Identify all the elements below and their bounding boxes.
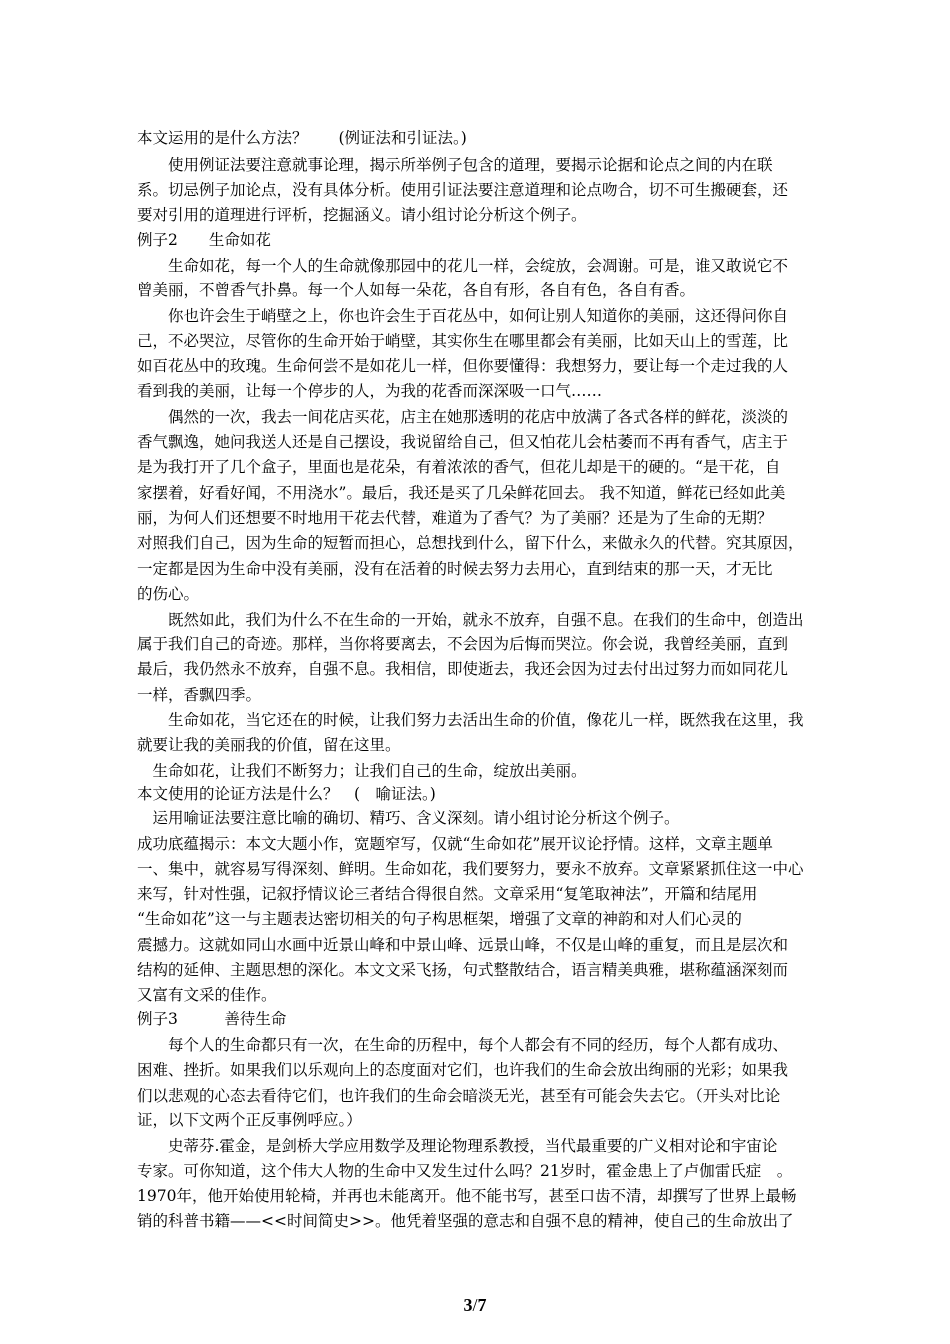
text-line: 看到我的美丽，让每一个停步的人，为我的花香而深深吸一口气…… [137, 382, 603, 400]
current-page-number: 3 [463, 1295, 473, 1315]
text-line: 丽，为何人们还想要不时地用干花去代替，难道为了香气？为了美丽？还是为了生命的无期？ [137, 509, 773, 527]
text-line: 运用喻证法要注意比喻的确切、精巧、含义深刻。请小组讨论分析这个例子。 [137, 809, 680, 827]
text-line: 一定都是因为生命中没有美丽，没有在活着的时候去努力去用心，直到结束的那一天，才无比 [137, 560, 773, 578]
text-line: 偶然的一次，我去一间花店买花，店主在她那透明的花店中放满了各式各样的鲜花，淡淡的 [137, 408, 789, 426]
text-line: 对照我们自己，因为生命的短暂而担心，总想找到什么，留下什么，来做永久的代替。究其原因， [137, 534, 804, 552]
page-separator: / [472, 1295, 478, 1315]
text-line: 属于我们自己的奇迹。那样，当你将要离去，不会因为后悔而哭泣。你会说，我曾经美丽，直到 [137, 635, 789, 653]
text-line: 最后，我仍然永不放弃，自强不息。我相信，即使逝去，我还会因为过去付出过努力而如同花儿 [137, 660, 789, 678]
text-line: 生命如花，让我们不断努力；让我们自己的生命，绽放出美丽。 [137, 762, 587, 780]
text-line: 你也许会生于峭壁之上，你也许会生于百花丛中，如何让别人知道你的美丽，这还得问你自 [137, 307, 789, 325]
text-line: 本文使用的论证方法是什么？ ( 喻证法。) [137, 785, 436, 803]
text-line: 销的科普书籍——<<时间简史>>。他凭着坚强的意志和自强不息的精神，使自己的生命放出了 [137, 1212, 794, 1230]
text-line: 结构的延伸、主题思想的深化。本文文采飞扬，句式整散结合，语言精美典雅，堪称蕴涵深刻而 [137, 961, 789, 979]
text-line: 困难、挫折。如果我们以乐观向上的态度面对它们，也许我们的生命会放出绚丽的光彩；如果我 [137, 1061, 789, 1079]
text-line: 系。切忌例子加论点，没有具体分析。使用引证法要注意道理和论点吻合，切不可生搬硬套，还 [137, 181, 789, 199]
text-line: 使用例证法要注意就事论理，揭示所举例子包含的道理，要揭示论据和论点之间的内在联 [137, 156, 773, 174]
text-line: 如百花丛中的玫瑰。生命何尝不是如花儿一样，但你要懂得：我想努力，要让每一个走过我的人 [137, 357, 789, 375]
text-line: 又富有文采的佳作。 [137, 986, 277, 1004]
total-pages: 7 [477, 1295, 487, 1315]
text-line: 既然如此，我们为什么不在生命的一开始，就永不放弃，自强不息。在我们的生命中，创造出 [137, 611, 804, 629]
text-line: 一样，香飘四季。 [137, 686, 262, 704]
text-line: 己，不必哭泣，尽管你的生命开始于峭壁，其实你生在哪里都会有美丽，比如天山上的雪莲，比 [137, 332, 789, 350]
text-line: 成功底蕴揭示：本文大题小作，宽题窄写，仅就“生命如花”展开议论抒情。这样，文章主题单 [137, 835, 773, 853]
text-line: 震撼力。这就如同山水画中近景山峰和中景山峰、远景山峰，不仅是山峰的重复，而且是层次和 [137, 936, 789, 954]
text-line: 1970年，他开始使用轮椅，并再也未能离开。他不能书写，甚至口齿不清，却撰写了世界上最畅 [137, 1187, 797, 1205]
text-line: 生命如花，当它还在的时候，让我们努力去活出生命的价值，像花儿一样，既然我在这里，我 [137, 711, 804, 729]
text-line: 曾美丽，不曾香气扑鼻。每一个人如每一朵花，各自有形，各自有色，各自有香。 [137, 281, 696, 299]
text-line: 是为我打开了几个盒子，里面也是花朵，有着浓浓的香气，但花儿却是干的硬的。“是干花，自 [137, 458, 781, 476]
text-line: 就要让我的美丽我的价值，留在这里。 [137, 736, 401, 754]
text-line: 一、集中，就容易写得深刻、鲜明。生命如花，我们要努力，要永不放弃。文章紧紧抓住这一中心 [137, 860, 804, 878]
text-line: 家摆着，好看好闻，不用浇水”。最后，我还是买了几朵鲜花回去。 我不知道，鲜花已经如此美 [137, 484, 786, 502]
text-line: 例子3 善待生命 [137, 1010, 287, 1028]
page-number [0, 1295, 950, 1316]
text-line: 本文运用的是什么方法？ (例证法和引证法。) [137, 129, 467, 147]
text-line: 每个人的生命都只有一次，在生命的历程中，每个人都会有不同的经历，每个人都有成功、 [137, 1036, 789, 1054]
text-line: 要对引用的道理进行评析，挖掘涵义。请小组讨论分析这个例子。 [137, 206, 587, 224]
text-line: 专家。可你知道，这个伟大人物的生命中又发生过什么吗？21岁时，霍金患上了卢伽雷氏症 。 [137, 1162, 793, 1180]
text-line: 生命如花，每一个人的生命就像那园中的花儿一样，会绽放，会凋谢。可是，谁又敢说它不 [137, 257, 789, 275]
text-line: 的伤心。 [137, 585, 200, 603]
text-line: 们以悲观的心态去看待它们，也许我们的生命会暗淡无光，甚至有可能会失去它。（开头对比论 [137, 1087, 781, 1105]
text-line: 例子2 生命如花 [137, 231, 271, 249]
text-line: 证，以下文两个正反事例呼应。） [137, 1111, 362, 1129]
text-line: 来写，针对性强，记叙抒情议论三者结合得很自然。文章采用“复笔取神法”，开篇和结尾用 [137, 885, 758, 903]
text-line: 香气飘逸，她问我送人还是自己摆设，我说留给自己，但又怕花儿会枯萎而不再有香气，店主于 [137, 433, 789, 451]
text-line: 史蒂芬.霍金，是剑桥大学应用数学及理论物理系教授，当代最重要的广义相对论和宇宙论 [137, 1137, 778, 1155]
text-line: “生命如花”这一与主题表达密切相关的句子构思框架，增强了文章的神韵和对人们心灵的 [137, 910, 742, 928]
